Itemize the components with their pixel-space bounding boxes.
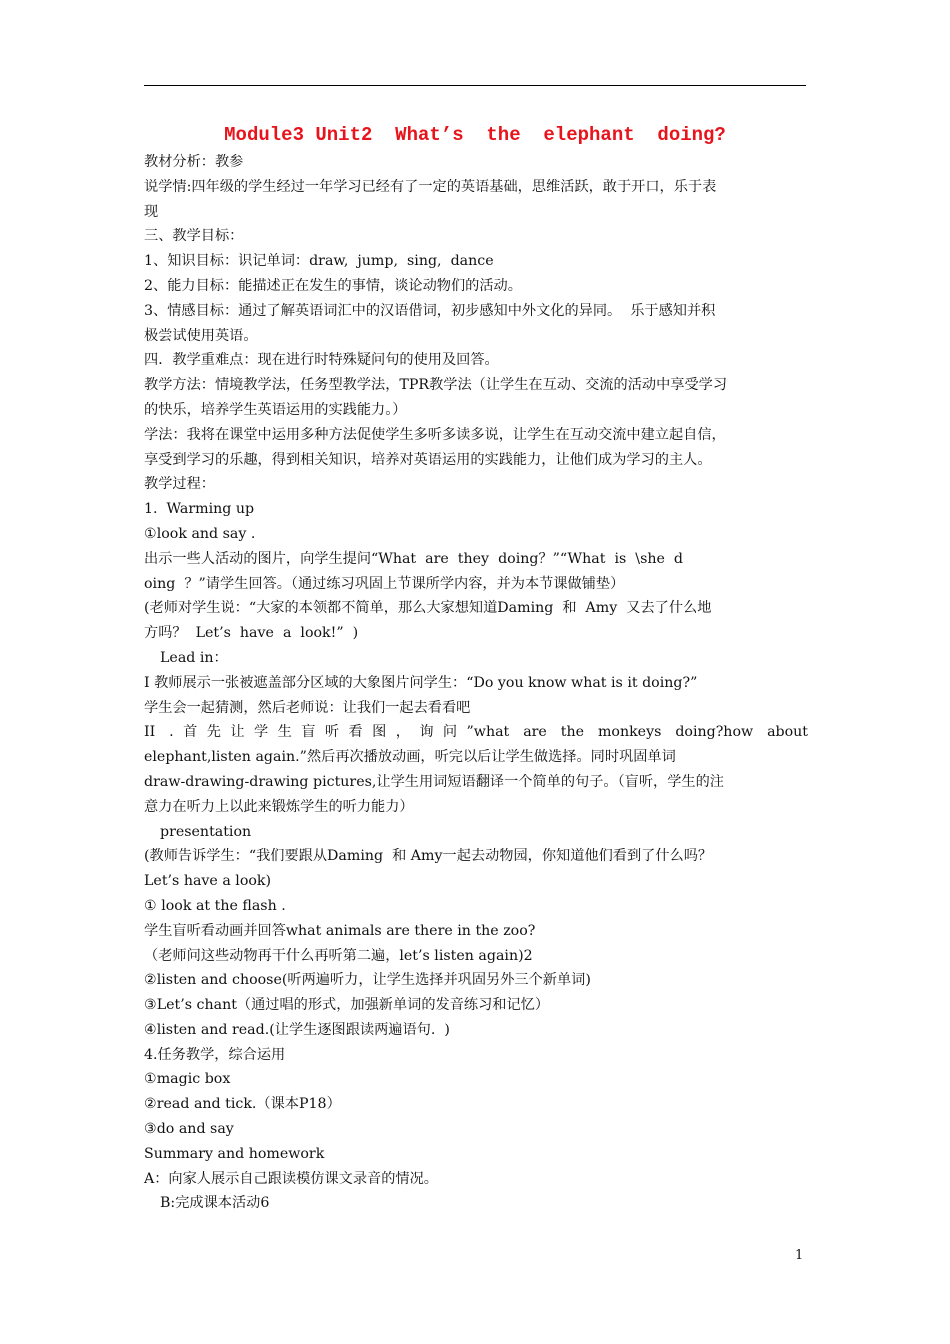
text-line: (教师告诉学生：“我们要跟从Daming 和 Amy一起去动物园，你知道他们看到了什么吗？ <box>144 848 713 865</box>
text-line: 学法：我将在课堂中运用多种方法促使学生多听多读多说，让学生在互动交流中建立起自信， <box>144 426 726 443</box>
text-line: 三、教学目标： <box>144 228 244 245</box>
text-line: 4.任务教学，综合运用 <box>144 1046 286 1063</box>
text-line: presentation <box>160 823 252 840</box>
text-line: 1. Warming up <box>144 501 255 518</box>
text-line: ③do and say <box>144 1121 234 1138</box>
text-line: draw-drawing-drawing pictures,让学生用词短语翻译一个简单的句子。（盲听，学生的注 <box>144 773 724 790</box>
text-line: 方吗？ Let’s have a look!” ) <box>144 625 359 642</box>
header-rule <box>144 85 806 86</box>
text-line: ③Let’s chant（通过唱的形式，加强新单词的发音练习和记忆） <box>144 997 550 1014</box>
text-line: ②read and tick.（课本P18） <box>144 1096 341 1113</box>
document-title: Module3 Unit2 What’s the elephant doing? <box>224 124 726 146</box>
page-number: 1 <box>795 1248 804 1263</box>
text-line: I 教师展示一张被遮盖部分区域的大象图片问学生：“Do you know what is it doing?” <box>144 674 698 691</box>
text-line: ①look and say . <box>144 525 256 542</box>
text-line: 极尝试使用英语。 <box>144 327 258 344</box>
text-line: （老师问这些动物再干什么再听第二遍，let’s listen again)2 <box>144 947 533 964</box>
text-line: ④listen and read.(让学生逐图跟读两遍语句. ) <box>144 1021 450 1038</box>
text-line: Let’s have a look) <box>144 873 272 890</box>
text-line: elephant,listen again.”然后再次播放动画，听完以后让学生做选择。同时巩固单词 <box>144 749 676 766</box>
text-line: ②listen and choose(听两遍听力，让学生选择并巩固另外三个新单词) <box>144 972 591 989</box>
text-line: oing ？”请学生回答。（通过练习巩固上节课所学内容，并为本节课做铺垫） <box>144 575 625 592</box>
text-line: 四．教学重难点：现在进行时特殊疑问句的使用及回答。 <box>144 352 499 369</box>
text-line: 意力在听力上以此来锻炼学生的听力能力） <box>144 798 414 815</box>
text-line: 教材分析：教参 <box>144 154 244 170</box>
text-line: 2、能力目标：能描述正在发生的事情，谈论动物们的活动。 <box>144 277 522 294</box>
text-line: ① look at the flash . <box>144 897 286 914</box>
text-line: ①magic box <box>144 1071 231 1088</box>
text-line: (老师对学生说：“大家的本领都不简单，那么大家想知道Daming 和 Amy 又去了什么地 <box>144 600 712 617</box>
text-line: Lead in： <box>160 649 228 666</box>
text-line: 学生盲听看动画并回答what animals are there in the zoo? <box>144 922 536 939</box>
text-line: 说学情:四年级的学生经过一年学习已经有了一定的英语基础，思维活跃，敢于开口，乐于表 <box>144 178 717 195</box>
text-line: 3、情感目标：通过了解英语词汇中的汉语借词，初步感知中外文化的异同。 乐于感知并积 <box>144 302 716 319</box>
text-line: 教学方法：情境教学法，任务型教学法，TPR教学法（让学生在互动、交流的活动中享受学习 <box>144 377 728 394</box>
text-line: II .首先让学生盲听看图，询问”what are the monkeys doing?how about <box>144 724 808 741</box>
text-line: 享受到学习的乐趣，得到相关知识，培养对英语运用的实践能力，让他们成为学习的主人。 <box>144 451 712 468</box>
document-body <box>144 150 808 1216</box>
text-line: 出示一些人活动的图片，向学生提问“What are they doing？”“What is \she d <box>144 550 683 567</box>
text-line: 学生会一起猜测，然后老师说：让我们一起去看看吧 <box>144 699 471 716</box>
text-line: 1、知识目标：识记单词：draw, jump, sing, dance <box>144 253 494 270</box>
text-line: Summary and homework <box>144 1145 325 1162</box>
text-line: 教学过程： <box>144 476 215 493</box>
text-line: 现 <box>144 203 159 220</box>
text-line: B:完成课本活动6 <box>160 1195 270 1212</box>
text-line: 的快乐，培养学生英语运用的实践能力。） <box>144 401 407 418</box>
text-line: A：向家人展示自己跟读模仿课文录音的情况。 <box>144 1170 438 1187</box>
